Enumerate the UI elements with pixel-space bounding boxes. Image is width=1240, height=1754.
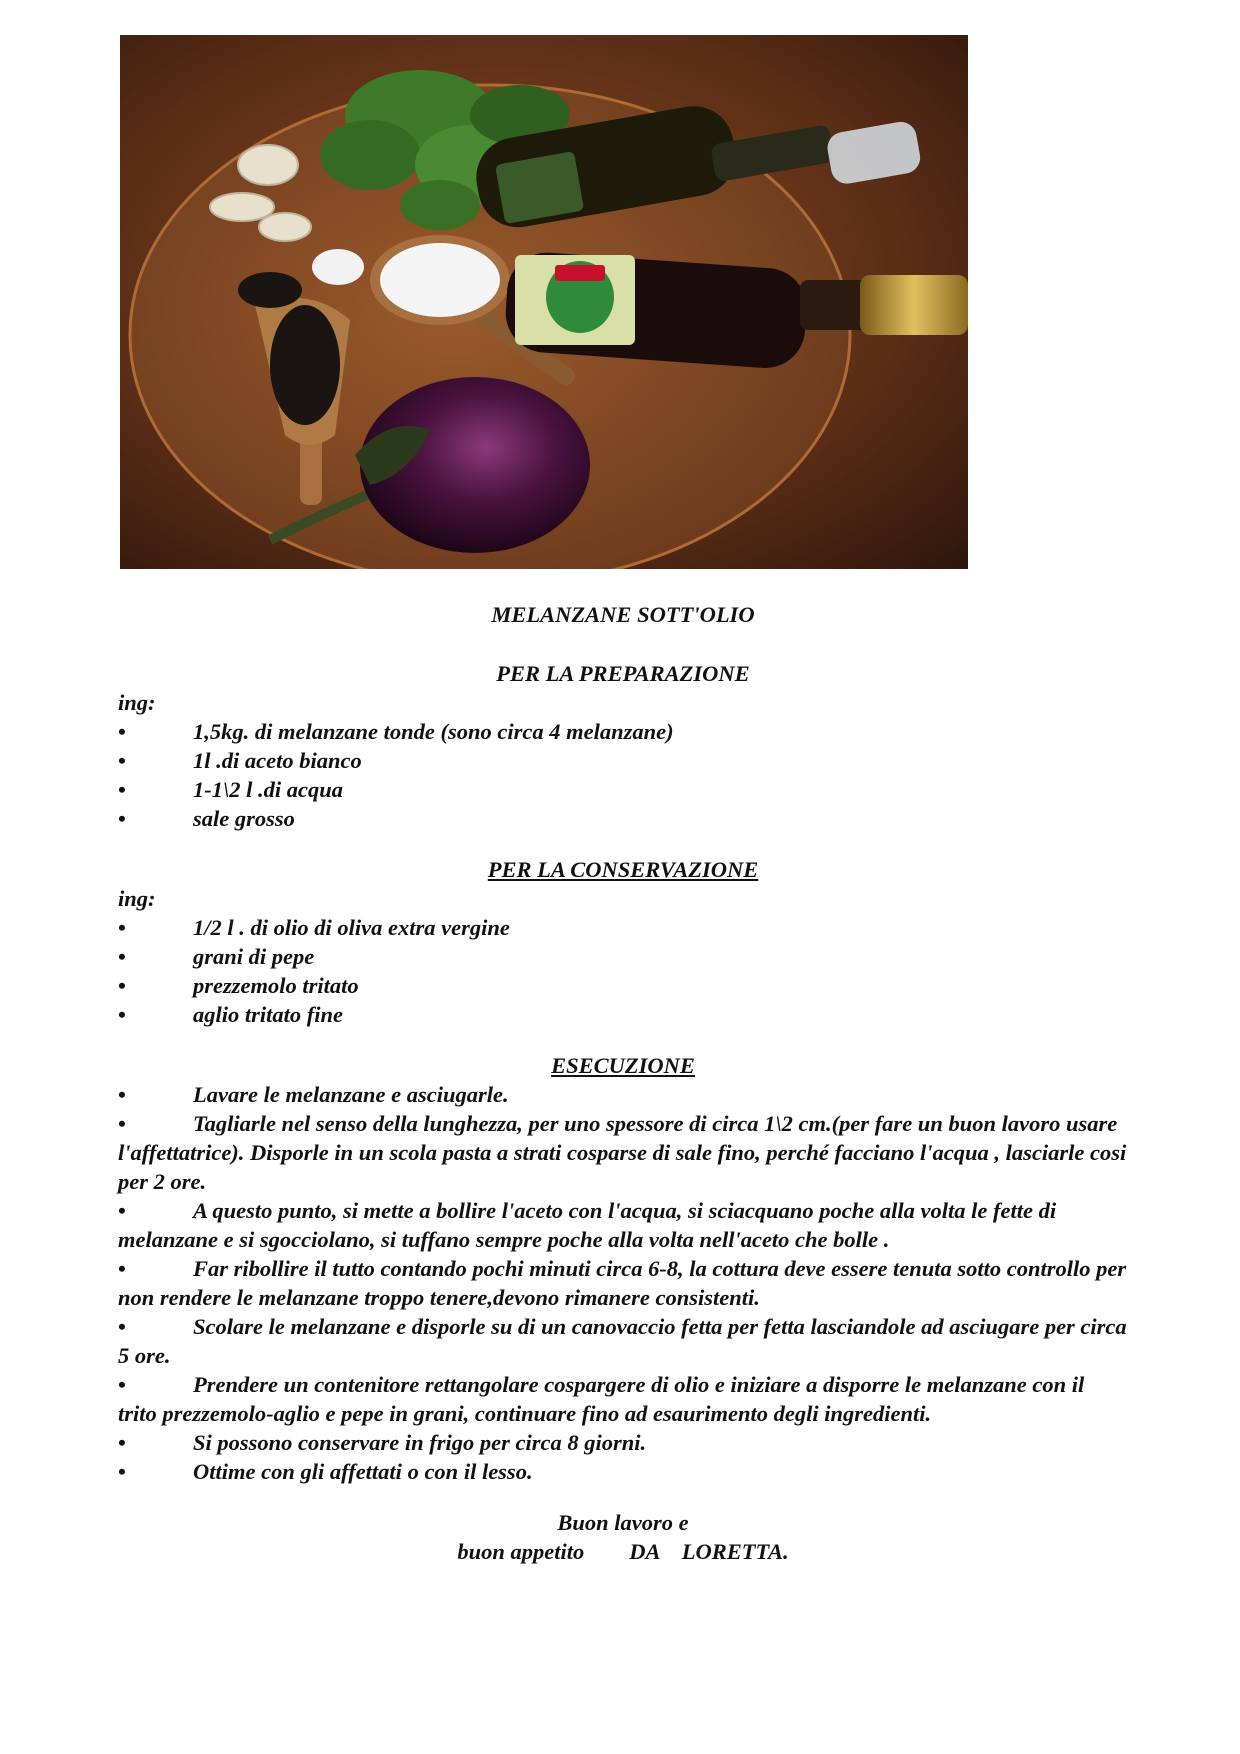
recipe-photo bbox=[120, 35, 968, 569]
recipe-title: MELANZANE SOTT'OLIO bbox=[491, 602, 755, 627]
list-item: • grani di pepe bbox=[118, 942, 1128, 971]
list-item: • sale grosso bbox=[118, 804, 1128, 833]
list-item: • prezzemolo tritato bbox=[118, 971, 1128, 1000]
step-3: • A questo punto, si mette a bollire l'aceto con l'acqua, si sciacquano poche alla volta le fette di melanzane e si sgocciolano, si tuffano sempre poche alla volta nell'aceto che bolle . bbox=[118, 1198, 1057, 1252]
step-5: • Scolare le melanzane e disporle su di un canovaccio fetta per fetta lasciandole ad asciugare per circa 5 ore. bbox=[118, 1314, 1127, 1368]
conservazione-item-2: grani di pepe bbox=[193, 944, 315, 969]
signoff-line-2: buon appetito DA LORETTA. bbox=[457, 1539, 789, 1564]
ingredients-illustration bbox=[120, 35, 968, 569]
signoff-line-1: Buon lavoro e bbox=[557, 1510, 689, 1535]
list-item: • 1-1\2 l .di acqua bbox=[118, 775, 1128, 804]
list-item: • 1/2 l . di olio di oliva extra vergine bbox=[118, 913, 1128, 942]
step-7: • Si possono conservare in frigo per circa 8 giorni. bbox=[118, 1430, 647, 1455]
step-4: • Far ribollire il tutto contando pochi minuti circa 6-8, la cottura deve essere tenuta sotto controllo per non rendere le melanzane troppo tenere,devono rimanere consistenti. bbox=[118, 1256, 1127, 1310]
conservazione-item-3: prezzemolo tritato bbox=[193, 973, 359, 998]
preparazione-item-3: 1-1\2 l .di acqua bbox=[193, 777, 343, 802]
preparazione-item-4: sale grosso bbox=[193, 806, 295, 831]
preparazione-item-1: 1,5kg. di melanzane tonde (sono circa 4 melanzane) bbox=[193, 719, 674, 744]
step-6: • Prendere un contenitore rettangolare cospargere di olio e iniziare a disporre le melanzane con il trito prezzemolo-aglio e pepe in grani, continuare fino ad esaurimento degli ingredienti. bbox=[118, 1372, 1085, 1426]
list-item: • 1,5kg. di melanzane tonde (sono circa 4 melanzane) bbox=[118, 717, 1128, 746]
step-8: • Ottime con gli affettati o con il lesso. bbox=[118, 1459, 533, 1484]
conservazione-heading: PER LA CONSERVAZIONE bbox=[487, 857, 759, 882]
signoff bbox=[118, 1508, 1128, 1566]
list-item: • 1l .di aceto bianco bbox=[118, 746, 1128, 775]
step-2: • Tagliarle nel senso della lunghezza, per uno spessore di circa 1\2 cm.(per fare un buon lavoro usare l'affettatrice). Disporle in un scola pasta a strati cosparse di sale fino, perché facciano l'acqua , lasciarle cosi per 2 ore. bbox=[118, 1111, 1127, 1194]
fine-salt bbox=[312, 249, 364, 285]
preparazione-item-2: 1l .di aceto bianco bbox=[193, 748, 362, 773]
conservazione-item-1: 1/2 l . di olio di oliva extra vergine bbox=[193, 915, 510, 940]
recipe-document bbox=[118, 600, 1128, 1566]
conservazione-label: ing: bbox=[118, 886, 156, 911]
preparazione-heading: PER LA PREPARAZIONE bbox=[496, 661, 750, 686]
list-item: • aglio tritato fine bbox=[118, 1000, 1128, 1029]
preparazione-label: ing: bbox=[118, 690, 156, 715]
esecuzione-heading: ESECUZIONE bbox=[551, 1053, 695, 1078]
step-1: • Lavare le melanzane e asciugarle. bbox=[118, 1082, 509, 1107]
conservazione-item-4: aglio tritato fine bbox=[193, 1002, 344, 1027]
